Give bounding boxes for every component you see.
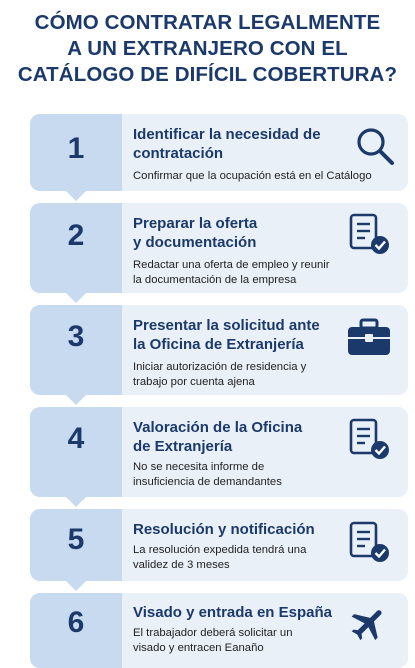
search-icon [354, 125, 396, 167]
step-title [133, 316, 343, 354]
briefcase-icon [346, 317, 392, 357]
step-description [133, 626, 363, 655]
document-check-icon [348, 417, 394, 463]
step-title-line: contratación [133, 145, 224, 162]
step-description [133, 258, 363, 287]
step-number-box [30, 114, 122, 191]
step-card-3 [30, 305, 408, 395]
step-number-box [30, 593, 122, 668]
step-title-line: Preparar la oferta [133, 215, 258, 232]
step-description-line: Redactar una oferta de empleo y reunir [133, 259, 330, 271]
page-title [0, 10, 415, 88]
step-title-line: Visado y entrada en España [133, 604, 332, 621]
step-title [133, 603, 343, 622]
step-number: 1 [67, 132, 85, 165]
step-description [133, 543, 363, 572]
step-description-line: visado y entracen Eanaño [133, 641, 264, 654]
step-card-1 [30, 114, 408, 191]
step-title-line: y documentación [133, 234, 257, 251]
step-card-4 [30, 407, 408, 497]
step-number-box [30, 305, 122, 395]
step-number: 5 [67, 523, 85, 556]
step-number-box [30, 407, 122, 497]
step-description [133, 460, 363, 489]
step-number: 6 [67, 606, 85, 639]
step-description-line: El trabajador deberá solicitar un [133, 627, 293, 639]
step-number: 3 [67, 320, 85, 353]
step-number-box [30, 509, 122, 581]
step-title [133, 418, 343, 456]
step-description-line: No se necesita informe de [133, 461, 265, 473]
step-description-line: Confirmar que la ocupación está en el Catálogo [133, 170, 372, 182]
step-description [133, 360, 363, 389]
page-title-line: CÓMO CONTRATAR LEGALMENTE [34, 11, 381, 34]
step-title [133, 520, 343, 539]
step-description [133, 169, 403, 184]
step-description-line: La resolución expedida tendrá una [133, 544, 307, 556]
document-check-icon [348, 520, 394, 566]
step-number-box [30, 203, 122, 293]
step-title [133, 214, 343, 252]
step-title-line: de Extranjería [133, 438, 233, 455]
step-title-line: Presentar la solicitud ante [133, 317, 320, 334]
step-title-line: Resolución y notificación [133, 521, 315, 538]
airplane-icon [348, 603, 390, 645]
page-title-line: A UN EXTRANJERO CON EL [67, 37, 348, 60]
document-check-icon [348, 212, 394, 258]
step-card-6 [30, 593, 408, 668]
step-description-line: trabajo por cuenta ajena [133, 375, 255, 388]
step-card-5 [30, 509, 408, 581]
step-card-2 [30, 203, 408, 293]
step-description-line: insuficiencia de demandantes [133, 475, 282, 488]
step-title [133, 125, 343, 163]
step-description-line: validez de 3 meses [133, 558, 230, 571]
step-number: 2 [67, 219, 85, 252]
step-description-line: Iniciar autorización de residencia y [133, 361, 307, 373]
step-title-line: Valoración de la Oficina [133, 419, 303, 436]
step-title-line: Identificar la necesidad de [133, 126, 321, 143]
step-title-line: la Oficina de Extranjería [133, 336, 304, 353]
step-description-line: la documentación de la empresa [133, 273, 297, 286]
step-number: 4 [67, 422, 85, 455]
page-title-line: CATÁLOGO DE DIFÍCIL COBERTURA? [17, 63, 398, 86]
